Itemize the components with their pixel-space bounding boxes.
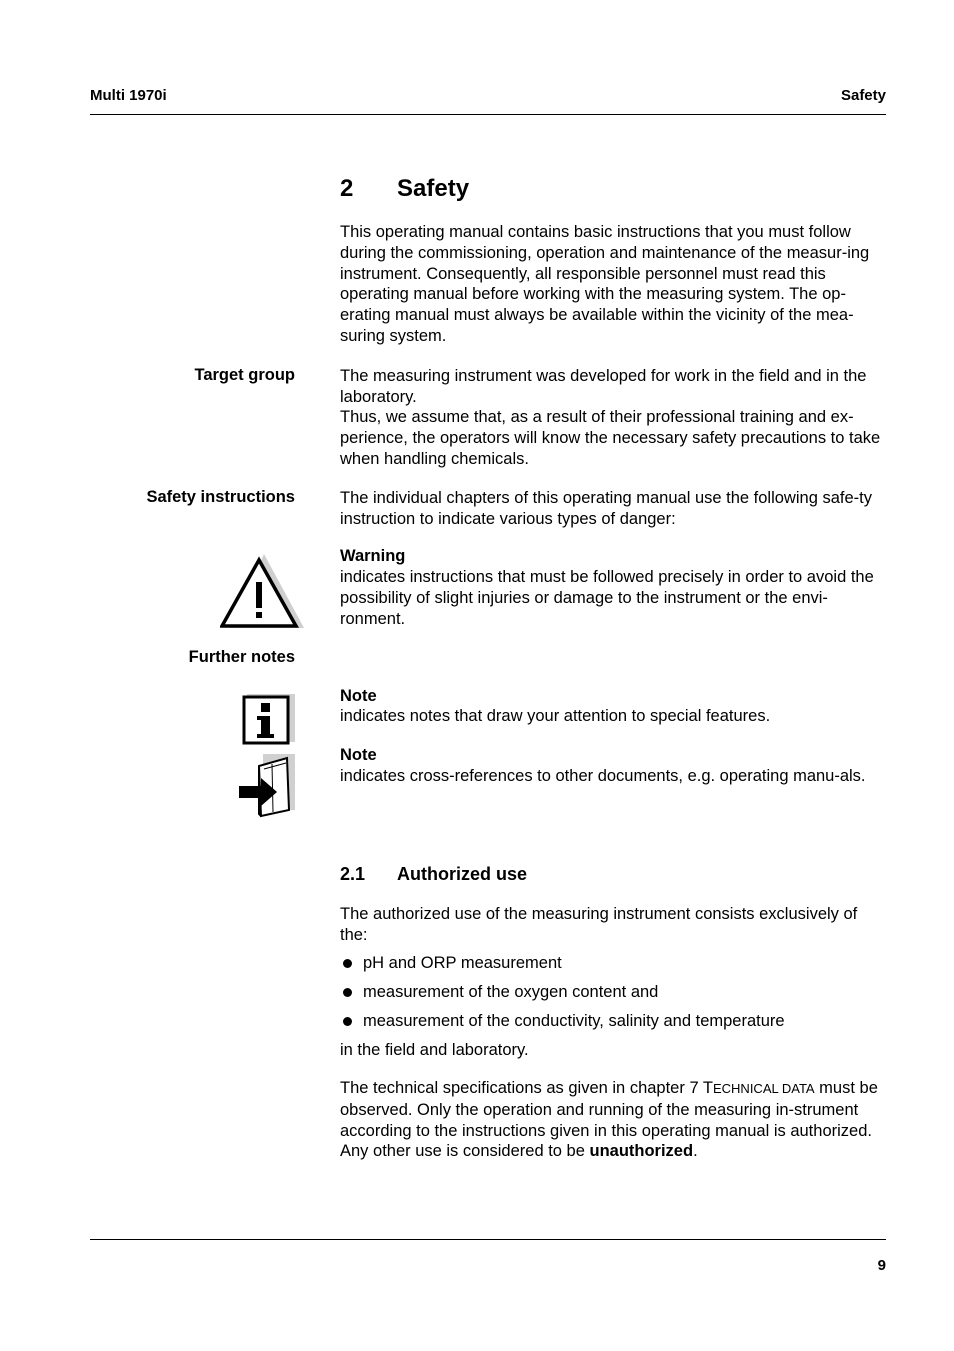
intro-paragraph: This operating manual contains basic instructions that you must follow during the commissioning, operation and maintenance of the measur-ing instrument. Consequently, all responsible personnel must read this operating manual before working with the measuring system. The op-erating manual must always be available within the vicinity of the mea-suring system. [340,223,870,345]
spec-text-end: . [693,1142,698,1161]
chapter-number: 2 [340,175,354,202]
warning-text: indicates instructions that must be followed precisely in order to avoid the possibility of slight injuries or damage to the instrument or the envi-ronment. [340,568,874,628]
target-group-text-2: Thus, we assume that, as a result of their professional training and ex-perience, the operators will know the necessary safety precautions to take when handling chemicals. [340,408,881,468]
warning-title: Warning [340,547,406,565]
section-number: 2.1 [340,864,366,884]
section-intro: The authorized use of the measuring instrument consists exclusively of the: [340,905,858,944]
book-reference-icon [237,752,297,818]
bullet-icon [343,1017,352,1026]
target-group-text-1: The measuring instrument was developed for work in the field and in the laboratory. [340,367,867,406]
page-number: 9 [877,1257,886,1274]
target-group-label: Target group [194,366,295,384]
safety-instructions-text: The individual chapters of this operating manual use the following safe-ty instruction to indicate various types of danger: [340,489,872,528]
spec-text-bold: unauthorized [589,1142,694,1161]
footer-rule [90,1239,886,1240]
header-section-title: Safety [840,87,886,104]
safety-instructions-label: Safety instructions [146,488,295,506]
note2-text: indicates cross-references to other documents, e.g. operating manu-als. [340,767,866,785]
list-item-text: pH and ORP measurement [363,954,562,972]
spec-chapter-ref: ECHNICAL DATA [712,1081,815,1096]
list-item-text: measurement of the oxygen content and [363,983,659,1001]
note1-text: indicates notes that draw your attention to special features. [340,707,771,725]
note2-title: Note [340,746,377,764]
after-bullets-text: in the field and laboratory. [340,1041,529,1059]
header-doc-title: Multi 1970i [90,87,167,104]
spec-paragraph [340,1078,888,1162]
spec-text-pre: The technical specifications as given in chapter 7 T [340,1079,713,1097]
further-notes-label: Further notes [188,648,295,666]
spec-text-mid: must be observed. Only the operation and running of the measuring in-strument according to the instructions given in this operating manual is authorized. Any other use is considered to be [340,1079,878,1161]
info-icon [242,692,296,746]
note1-title: Note [340,687,377,705]
bullet-icon [343,988,352,997]
section-title: Authorized use [397,864,528,884]
warning-triangle-icon [220,552,306,630]
header-rule [90,114,886,115]
list-item-text: measurement of the conductivity, salinity and temperature [363,1012,785,1030]
bullet-icon [343,959,352,968]
chapter-title: Safety [397,175,470,202]
